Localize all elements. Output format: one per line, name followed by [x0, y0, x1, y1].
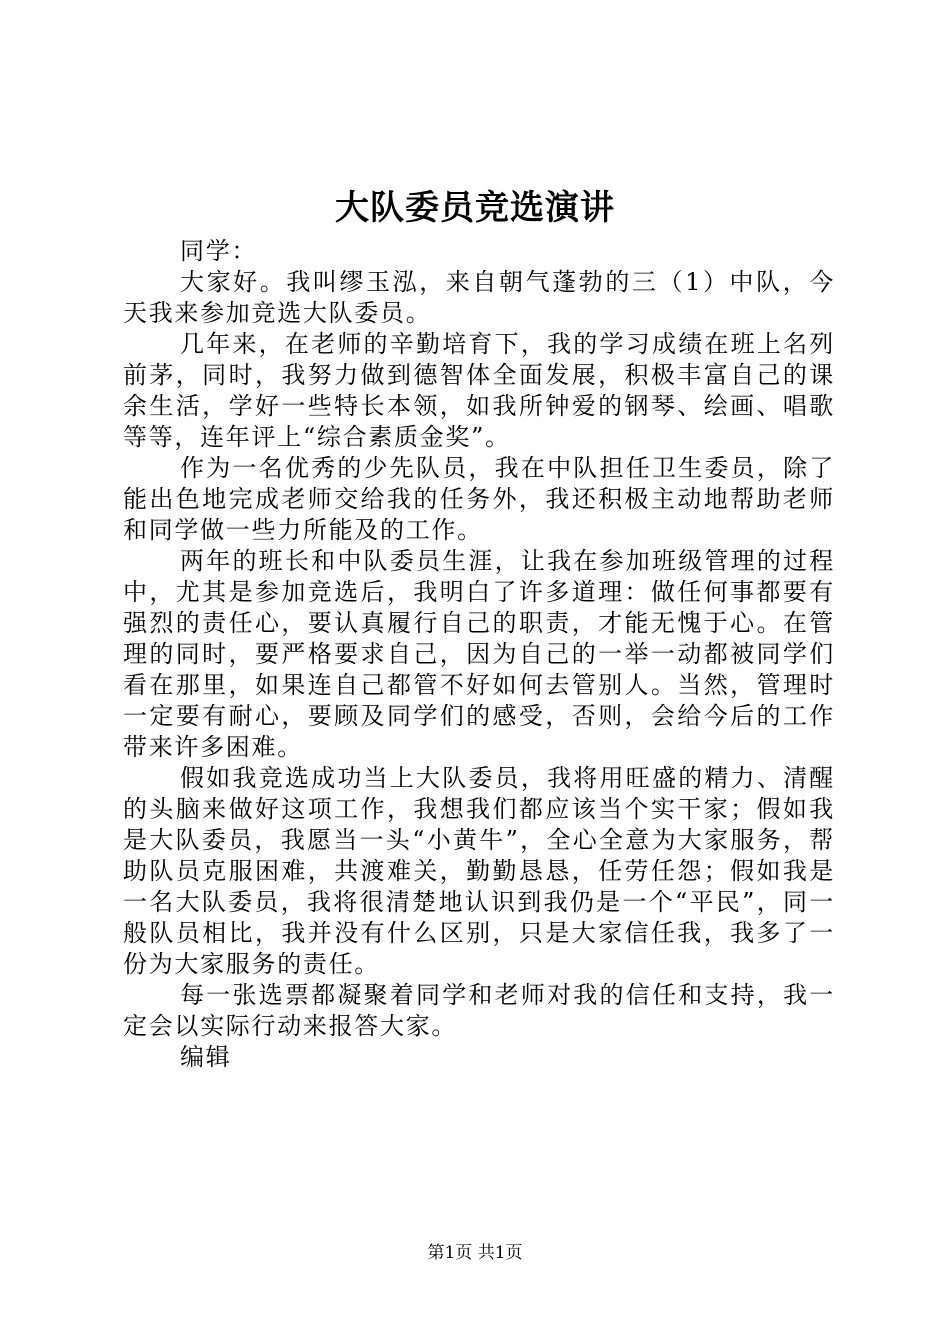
paragraph: 作为一名优秀的少先队员，我在中队担任卫生委员，除了能出色地完成老师交给我的任务外，我还积极主动地帮助老师和同学做一些力所能及的工作。 — [123, 454, 835, 544]
page-footer: 第1页 共1页 — [427, 1243, 523, 1263]
paragraph: 两年的班长和中队委员生涯，让我在参加班级管理的过程中，尤其是参加竞选后，我明白了许多道理：做任何事都要有强烈的责任心，要认真履行自己的职责，才能无愧于心。在管理的同时，要严格要求自己，因为自己的一举一动都被同学们看在那里，如果连自己都管不好如何去管别人。当然，管理时一定要有耐心，要顾及同学们的感受，否则，会给今后的工作带来许多困难。 — [123, 547, 835, 761]
paragraph: 几年来，在老师的辛勤培育下，我的学习成绩在班上名列前茅，同时，我努力做到德智体全面发展，积极丰富自己的课余生活，学好一些特长本领，如我所钟爱的钢琴、绘画、唱歌等等，连年评上“综合素质金奖”。 — [123, 330, 835, 451]
paragraph: 每一张选票都凝聚着同学和老师对我的信任和支持，我一定会以实际行动来报答大家。 — [123, 981, 835, 1040]
paragraph: 假如我竞选成功当上大队委员，我将用旺盛的精力、清醒的头脑来做好这项工作，我想我们都应该当个实干家；假如我是大队委员，我愿当一头“小黄牛”，全心全意为大家服务，帮助队员克服困难，共渡难关，勤勤恳恳，任劳任怨；假如我是一名大队委员，我将很清楚地认识到我仍是一个“平民”，同一般队员相比，我并没有什么区别，只是大家信任我，我多了一份为大家服务的责任。 — [123, 764, 835, 978]
salutation: 同学： — [180, 237, 258, 265]
document-title: 大队委员竞选演讲 — [335, 188, 615, 228]
closing-line: 编辑 — [180, 1043, 232, 1071]
document-body — [123, 236, 835, 1073]
paragraph: 大家好。我叫缪玉泓，来自朝气蓬勃的三（1）中队，今天我来参加竞选大队委员。 — [123, 268, 835, 327]
